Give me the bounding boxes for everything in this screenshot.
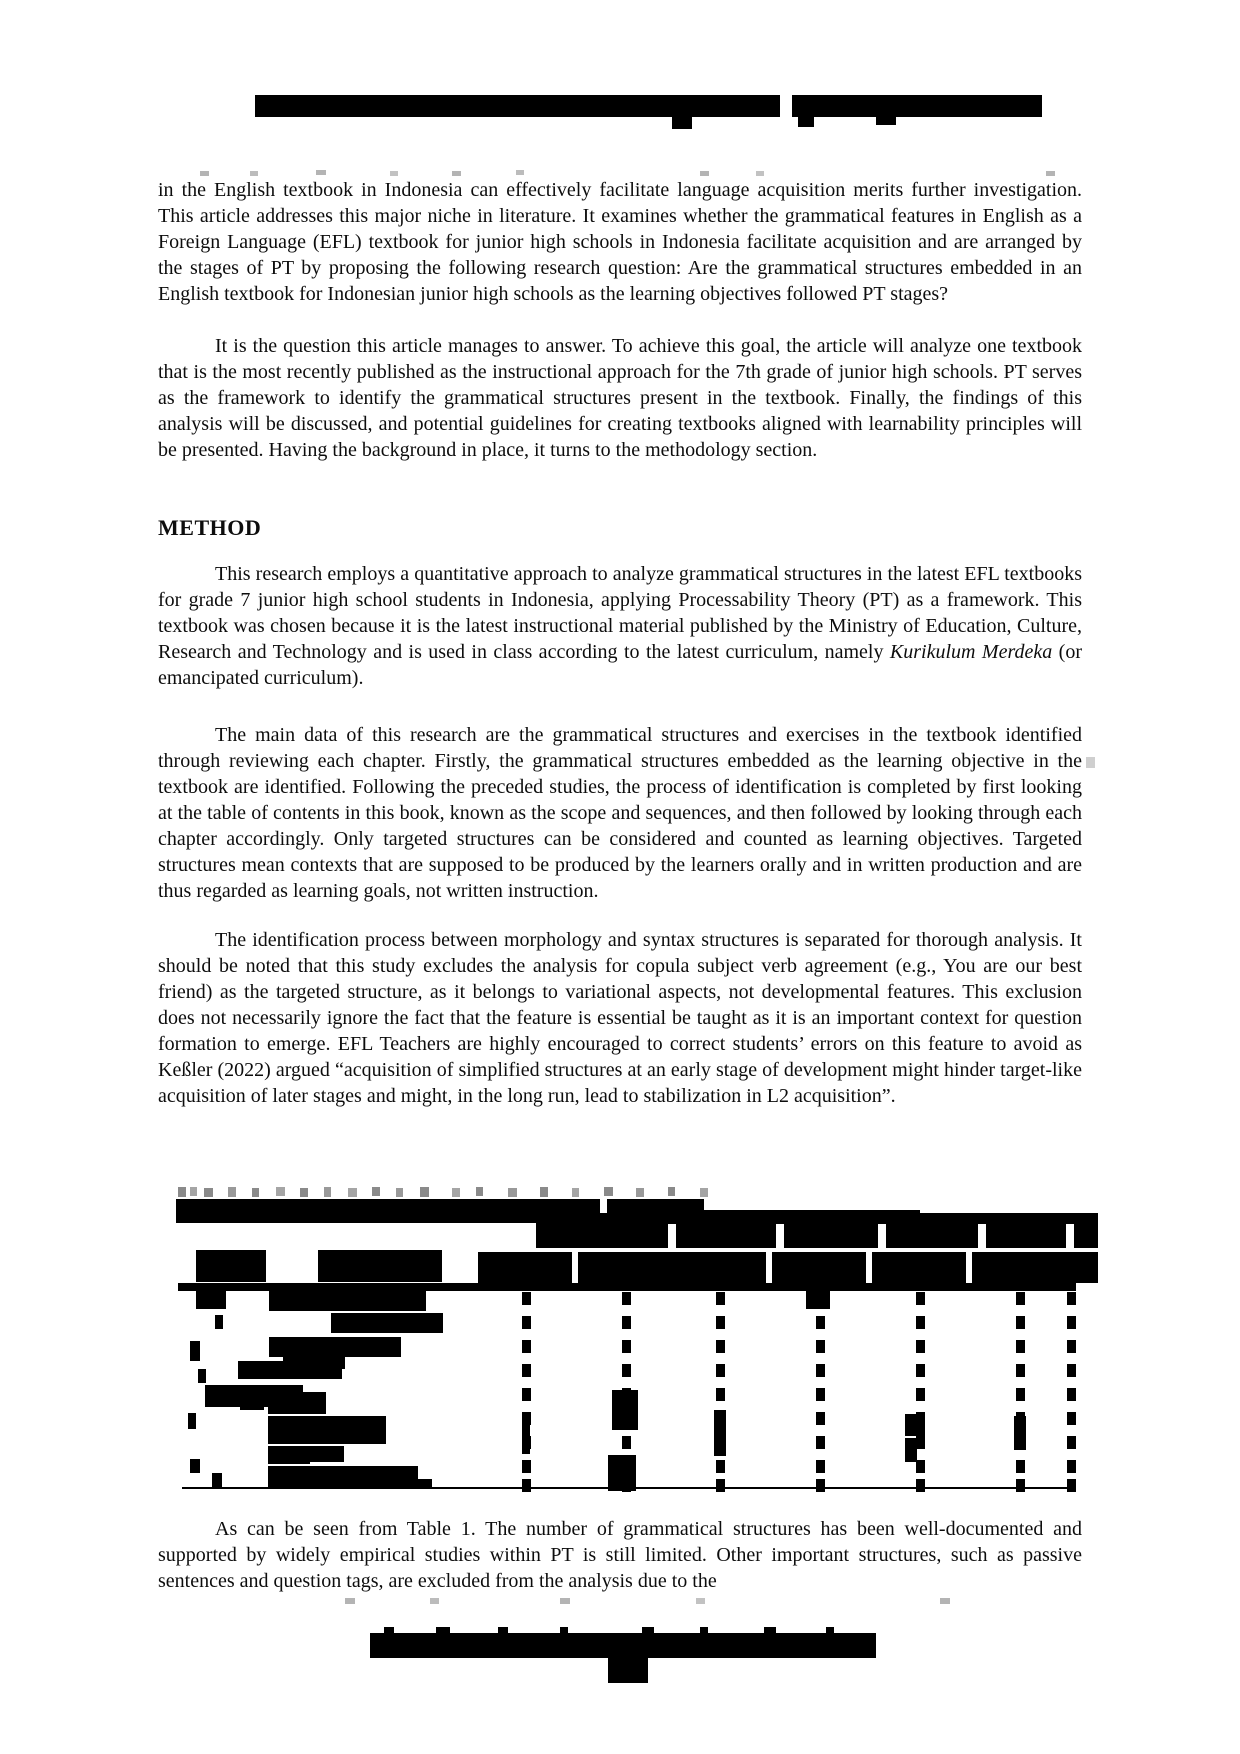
pre-body-speckles-mark [390, 171, 398, 176]
table-dot-mark [622, 1292, 631, 1305]
header-title-bars-mark [798, 117, 814, 127]
table-dot-mark [716, 1460, 725, 1473]
table-caption-speckles-mark [372, 1187, 380, 1196]
table-caption-speckles-mark [572, 1188, 579, 1197]
table-dot-mark [1016, 1479, 1025, 1492]
table-caption-bars-mark [607, 1199, 704, 1223]
curriculum-name-italic: Kurikulum Merdeka [889, 641, 1053, 663]
table-dot-mark [522, 1340, 531, 1353]
table-dot-mark [916, 1388, 925, 1401]
footer-bars-mark [642, 1627, 654, 1633]
table-dot-mark [522, 1412, 531, 1425]
table-dot-mark [916, 1436, 925, 1449]
table-stage-marks-mark [188, 1413, 196, 1429]
table-dot-mark [916, 1364, 925, 1377]
table-dot-mark [916, 1460, 925, 1473]
table-structure-bars-mark [283, 1357, 345, 1369]
table-header-bars-mark [872, 1252, 966, 1283]
table-caption-speckles-mark [540, 1187, 548, 1197]
table-dot-mark [622, 1340, 631, 1353]
table-dot-mark [716, 1316, 725, 1329]
table-structure-bars-mark [268, 1466, 418, 1488]
body-paragraph-3 [158, 561, 1082, 691]
table-dot-mark [1016, 1412, 1025, 1425]
table-caption-speckles-mark [508, 1188, 517, 1197]
table-caption-speckles-mark [276, 1187, 285, 1196]
table-large-marks-mark [522, 1416, 530, 1454]
footer-bars-mark [764, 1627, 776, 1633]
table-dot-mark [522, 1436, 531, 1449]
table-dot-mark [522, 1364, 531, 1377]
paragraph-3-text-after: (or emancipated curriculum). [158, 641, 1082, 689]
body-paragraph-6: As can be seen from Table 1. The number of grammatical structures has been well-documented and supported by widely empirical studies within PT is still limited. Other important structures, such as passive sentences and question tags, are excluded from the analysis due to the [158, 1518, 1082, 1592]
table-stage-marks-mark [215, 1315, 223, 1329]
table-stage-marks-mark [190, 1341, 200, 1361]
table-stage-marks-mark [196, 1291, 226, 1309]
table-header-bars-mark [196, 1250, 266, 1282]
body-paragraph-2: It is the question this article manages to answer. To achieve this goal, the article will analyze one textbook that is the most recently published as the instructional approach for the 7th grade of junior high schools. PT serves as the framework to identify the grammatical structures present in the textbook. Finally, the findings of this analysis will be discussed, and potential guidelines for creating textbooks aligned with learnability principles will be presented. Having the background in place, it turns to the methodology section. [158, 335, 1082, 461]
table-caption-speckles-mark [204, 1188, 213, 1197]
table-large-marks-mark [905, 1438, 917, 1462]
table-stage-marks-mark [212, 1473, 222, 1487]
table-dot-mark [916, 1292, 925, 1305]
post-paragraph-speckles-mark [560, 1598, 570, 1604]
table-header-bars-mark [478, 1252, 572, 1283]
table-dot-mark [1016, 1316, 1025, 1329]
table-structure-bars-mark [238, 1361, 342, 1379]
post-paragraph-speckles-mark [940, 1598, 950, 1604]
table-dot-mark [622, 1460, 631, 1473]
table-rules-mark [178, 1283, 1076, 1291]
table-dot-mark [816, 1316, 825, 1329]
table-dot-mark [816, 1436, 825, 1449]
table-dot-mark [1067, 1412, 1076, 1425]
table-dot-mark [1016, 1340, 1025, 1353]
table-dot-mark [916, 1340, 925, 1353]
table-structure-bars-mark [269, 1337, 401, 1357]
post-paragraph-speckles-mark [696, 1598, 705, 1604]
table-structure-bars-mark [240, 1396, 264, 1410]
table-caption-bars-mark [176, 1199, 600, 1223]
table-caption-speckles-mark [636, 1188, 644, 1197]
table-caption-speckles-mark [604, 1187, 613, 1196]
table-structure-bars-mark [268, 1479, 432, 1487]
table-header-bars-mark [1066, 1252, 1098, 1283]
table-header-bars-mark [784, 1224, 878, 1248]
table-stage-marks-mark [198, 1369, 206, 1383]
table-dot-mark [1067, 1364, 1076, 1377]
table-caption-speckles-mark [178, 1187, 186, 1197]
pre-body-speckles-mark [700, 171, 709, 176]
table-dot-mark [1016, 1292, 1025, 1305]
table-structure-bars-mark [205, 1385, 303, 1407]
footer-bars-mark [436, 1627, 450, 1633]
table-dot-mark [816, 1412, 825, 1425]
pre-body-speckles-mark [1046, 171, 1055, 176]
table-dot-mark [1067, 1340, 1076, 1353]
table-large-marks-mark [612, 1390, 638, 1430]
table-header-bars-mark [536, 1213, 1098, 1224]
table-dot-mark [1067, 1460, 1076, 1473]
table-dot-mark [816, 1479, 825, 1492]
pre-body-speckles-mark [516, 170, 524, 175]
table-caption-speckles-mark [420, 1187, 429, 1197]
table-dot-mark [716, 1436, 725, 1449]
table-dot-mark [916, 1479, 925, 1492]
table-caption-speckles-mark [476, 1187, 483, 1196]
table-large-marks-mark [608, 1455, 636, 1491]
table-dot-mark [622, 1364, 631, 1377]
footer-bars-mark [826, 1627, 834, 1633]
header-title-bars-mark [876, 117, 896, 125]
post-paragraph-speckles-mark [430, 1598, 439, 1604]
table-header-bars-mark [578, 1252, 672, 1283]
pre-body-speckles-mark [250, 171, 258, 176]
table-dot-mark [1067, 1292, 1076, 1305]
table-dot-mark [916, 1412, 925, 1425]
table-header-bars-mark [886, 1224, 978, 1248]
table-dot-mark [1067, 1479, 1076, 1492]
header-title-bars-mark [672, 117, 692, 129]
pre-body-speckles-mark [316, 170, 326, 175]
table-caption-speckles-mark [452, 1188, 460, 1197]
table-dot-mark [1067, 1388, 1076, 1401]
paragraph-3-text: This research employs a quantitative approach to analyze grammatical structures in the latest EFL textbooks for grade 7 junior high school students in Indonesia, applying Processability Theory (PT) as a framework. This textbook was chosen because it is the latest instructional material published by the Ministry of Education, Culture, Research and Technology and is used in class according to the latest curriculum, namely [158, 563, 1082, 663]
body-paragraph-5: The identification process between morphology and syntax structures is separated for thorough analysis. It should be noted that this study excludes the analysis for copula subject verb agreement (e.g., You are our best friend) as the targeted structure, as it belongs to variational aspects, not developmental features. This exclusion does not necessarily ignore the fact that the feature is essential be taught as it is an important context for question formation to emerge. EFL Teachers are highly encouraged to correct students’ errors on this feature to avoid as Keßler (2022) argued “acquisition of simplified structures at an early stage of development might hinder target-like acquisition of later stages and might, in the long run, lead to stabilization in L2 acquisition”. [158, 929, 1082, 1107]
table-caption-speckles-mark [252, 1188, 259, 1197]
pre-body-speckles-mark [200, 171, 209, 176]
table-dot-mark [522, 1316, 531, 1329]
table-dot-mark [816, 1460, 825, 1473]
table-dot-mark [522, 1292, 531, 1305]
table-header-bars-mark [972, 1252, 1066, 1283]
table-dot-mark [1067, 1436, 1076, 1449]
table-large-marks-mark [714, 1410, 726, 1456]
table-structure-bars-mark [268, 1392, 326, 1414]
table-dot-mark [522, 1388, 531, 1401]
table-dot-mark [522, 1460, 531, 1473]
table-header-bars-mark [1074, 1224, 1098, 1248]
table-dot-mark [716, 1388, 725, 1401]
table-caption-speckles-mark [396, 1188, 403, 1197]
table-caption-speckles-mark [348, 1188, 357, 1197]
table-structure-bars-mark [268, 1416, 386, 1444]
table-dot-mark [816, 1388, 825, 1401]
table-caption-speckles-mark [190, 1187, 197, 1196]
table-caption-speckles-mark [700, 1188, 708, 1197]
table-dot-mark [716, 1479, 725, 1492]
margin-speckles-mark [1086, 757, 1095, 768]
footer-bars-mark [608, 1658, 648, 1683]
table-large-marks-mark [905, 1414, 925, 1436]
pre-body-speckles-mark [452, 171, 461, 176]
table-dot-mark [716, 1412, 725, 1425]
table-dot-mark [622, 1388, 631, 1401]
footer-bars-mark [370, 1633, 876, 1658]
method-heading: METHOD [158, 515, 262, 540]
header-title-bars-mark [255, 95, 780, 117]
table-caption-speckles-mark [324, 1187, 331, 1197]
table-large-marks-mark [1014, 1416, 1026, 1450]
post-paragraph-speckles-mark [345, 1598, 355, 1604]
table-caption-speckles-mark [300, 1188, 308, 1197]
pre-body-speckles-mark [756, 171, 764, 176]
table-dot-mark [522, 1479, 531, 1492]
table-structure-bars-mark [268, 1446, 310, 1464]
table-header-bars-mark [676, 1224, 776, 1248]
footer-bars-mark [498, 1627, 508, 1633]
table-dot-mark [716, 1292, 725, 1305]
footer-bars-mark [384, 1627, 394, 1633]
table-structure-bars-mark [331, 1313, 443, 1333]
table-caption-speckles-mark [668, 1187, 675, 1196]
table-structure-bars-mark [310, 1446, 344, 1462]
table-header-bars-mark [672, 1252, 766, 1283]
body-paragraph-continuation: in the English textbook in Indonesia can effectively facilitate language acquisition merits further investigation. This article addresses this major niche in literature. It examines whether the grammatical features in English as a Foreign Language (EFL) textbook for junior high schools in Indonesia facilitate acquisition and are arranged by the stages of PT by proposing the following research question: Are the grammatical structures embedded in an English textbook for Indonesian junior high schools as the learning objectives followed PT stages? [158, 179, 1082, 305]
table-dot-mark [1016, 1436, 1025, 1449]
table-header-bars-mark [536, 1224, 668, 1248]
body-paragraph-4: The main data of this research are the grammatical structures and exercises in the textbook identified through reviewing each chapter. Firstly, the grammatical structures embedded as the learning objective in the textbook are identified. Following the preceded studies, the process of identification is completed by first looking at the table of contents in this book, known as the scope and sequences, and then followed by looking through each chapter accordingly. Only targeted structures can be considered and counted as learning objectives. Targeted structures mean contexts that are supposed to be produced by the learners orally and in written production and are thus regarded as learning goals, not written instruction. [158, 724, 1082, 902]
table-stage-marks-mark [190, 1459, 200, 1473]
table-large-marks-mark [806, 1289, 830, 1309]
table-header-bars-mark [986, 1224, 1066, 1248]
table-dot-mark [1016, 1364, 1025, 1377]
table-caption-speckles-mark [228, 1187, 236, 1197]
footer-bars-mark [560, 1627, 568, 1633]
table-dot-mark [1016, 1388, 1025, 1401]
footer-bars-mark [700, 1627, 708, 1633]
table-dot-mark [622, 1412, 631, 1425]
table-dot-mark [622, 1316, 631, 1329]
table-rules-mark [182, 1487, 1076, 1489]
table-header-bars-mark [318, 1250, 442, 1282]
table-dot-mark [1067, 1316, 1076, 1329]
header-title-bars-mark [792, 95, 1042, 117]
table-structure-bars-mark [269, 1289, 426, 1311]
table-dot-mark [716, 1340, 725, 1353]
table-dot-mark [622, 1436, 631, 1449]
table-caption-bars-mark [704, 1210, 920, 1223]
table-dot-mark [622, 1479, 631, 1492]
table-dot-mark [816, 1292, 825, 1305]
table-dot-mark [916, 1316, 925, 1329]
table-dot-mark [716, 1364, 725, 1377]
table-dot-mark [816, 1340, 825, 1353]
table-dot-mark [816, 1364, 825, 1377]
table-header-bars-mark [772, 1252, 866, 1283]
table-dot-mark [1016, 1460, 1025, 1473]
